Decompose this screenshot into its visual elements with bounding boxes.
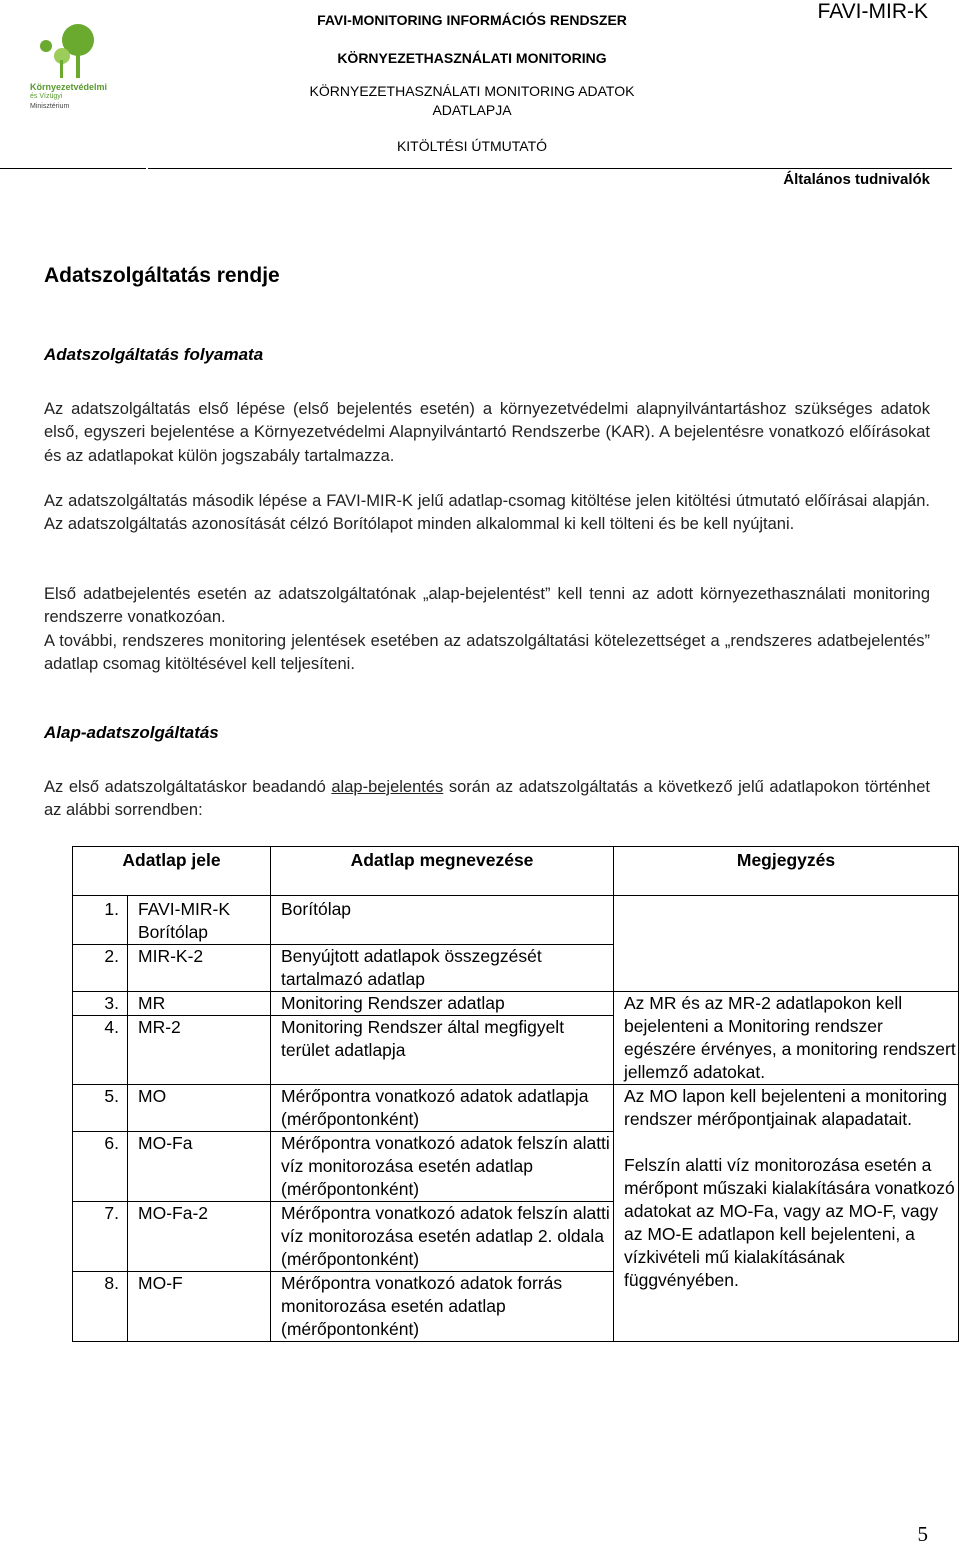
subsection-process-title: Adatszolgáltatás folyamata: [44, 345, 264, 364]
alap-bejelentes-link[interactable]: alap-bejelentés: [331, 778, 444, 796]
row-code: MR: [128, 992, 271, 1016]
row-name: Borítólap: [271, 896, 614, 945]
subsection-basic-title: Alap-adatszolgáltatás: [44, 723, 219, 742]
page-number: 5: [917, 1522, 928, 1546]
row-name: Monitoring Rendszer adatlap: [271, 992, 614, 1016]
paragraph-5-end: során az adatszolgáltatás a következő jelű adatlapokon történhet az alábbi sorrendben:: [44, 778, 930, 820]
header-note: Megjegyzés: [614, 847, 959, 896]
header-line-4: KITÖLTÉSI ÚTMUTATÓ: [396, 138, 548, 154]
row-code: MIR-K-2: [128, 945, 271, 992]
row-code: MR-2: [128, 1016, 271, 1085]
table-row: [73, 1085, 959, 1132]
row-name: Mérőpontra vonatkozó adatok forrás monitorozása esetén adatlap (mérőpontonként): [271, 1272, 614, 1342]
header-line-3a: KÖRNYEZETHASZNÁLATI MONITORING ADATOK: [309, 83, 635, 99]
header-form-code: Adatlap jele: [73, 847, 271, 896]
form-list-table: [72, 846, 959, 1342]
row-number: 2.: [73, 945, 128, 992]
header-line-1: FAVI-MONITORING INFORMÁCIÓS RENDSZER: [317, 12, 627, 28]
paragraph-5: [44, 776, 930, 823]
paragraph-3: Első adatbejelentés esetén az adatszolgáltatónak „alap-bejelentést” kell tenni az adott környezethasználati monitoring rendszerre vonatkozóan.: [44, 585, 930, 627]
row-number: 7.: [73, 1202, 128, 1272]
header-line-2: KÖRNYEZETHASZNÁLATI MONITORING: [337, 50, 607, 66]
logo-line-2: és Vízügyi: [30, 93, 63, 100]
logo-text: [30, 82, 130, 112]
row-name: Mérőpontra vonatkozó adatok felszín alatti víz monitorozása esetén adatlap 2. oldala (mérőpontonként): [271, 1202, 614, 1272]
general-info-label: Általános tudnivalók: [783, 171, 930, 188]
row-note-empty: [614, 896, 959, 992]
paragraph-2: Az adatszolgáltatás második lépése a FAVI-MIR-K jelű adatlap-csomag kitöltése jelen kitöltési útmutató előírásai alapján. Az adatszolgáltatás azonosítását célzó Borítólapot minden alkalommal ki kell tölteni és be kell nyújtani.: [44, 492, 930, 534]
row-name: Monitoring Rendszer által megfigyelt terület adatlapja: [271, 1016, 614, 1085]
note-mo: Az MO lapon kell bejelenteni a monitoring rendszer mérőpontjainak alapadatait.: [624, 1086, 947, 1129]
row-number: 4.: [73, 1016, 128, 1085]
header-rule-gap: [146, 166, 148, 170]
logo-line-1: Környezetvédelmi: [30, 82, 108, 92]
row-code: FAVI-MIR-K Borítólap: [128, 896, 271, 945]
paragraph-5-start: Az első adatszolgáltatáskor beadandó: [44, 778, 332, 796]
note-mo-cell: [614, 1085, 959, 1342]
logo-line-3: Minisztérium: [30, 103, 70, 110]
row-code: MO-Fa: [128, 1132, 271, 1202]
row-code: MO-F: [128, 1272, 271, 1342]
row-number: 1.: [73, 896, 128, 945]
row-number: 8.: [73, 1272, 128, 1342]
paragraph-1: Az adatszolgáltatás első lépése (első bejelentés esetén) a környezetvédelmi alapnyilvántartáshoz szükséges adatok első, egyszeri bejelentése a Környezetvédelmi Alapnyilvántartó Rendszerbe (KAR). A bejelentésre vonatkozó előírásokat és az adatlapokat külön jogszabály tartalmazza.: [44, 400, 930, 465]
paragraph-4: A további, rendszeres monitoring jelentések esetében az adatszolgáltatási kötelezettséget a „rendszeres adatbejelentés” adatlap csomag kitöltésével kell teljesíteni.: [44, 632, 930, 674]
row-number: 3.: [73, 992, 128, 1016]
row-code: MO-Fa-2: [128, 1202, 271, 1272]
note-mr: Az MR és az MR-2 adatlapokon kell bejelenteni a Monitoring rendszer egészére érvényes, a monitoring rendszert jellemző adatokat.: [614, 992, 959, 1085]
table-header-row: [73, 847, 959, 896]
table-row: [73, 896, 959, 945]
row-name: Benyújtott adatlapok összegzését tartalmazó adatlap: [271, 945, 614, 992]
row-name: Mérőpontra vonatkozó adatok felszín alatti víz monitorozása esetén adatlap (mérőpontonként): [271, 1132, 614, 1202]
row-code: MO: [128, 1085, 271, 1132]
note-mo-groundwater: Felszín alatti víz monitorozása esetén a mérőpont műszaki kialakítására vonatkozó adatokat az MO-Fa, vagy az MO-F, vagy az MO-E adatlapon kell bejelenteni, a vízkivételi mű kialakításának függvényében.: [624, 1155, 955, 1290]
header-line-3: [200, 82, 744, 120]
form-code-corner: FAVI-MIR-K: [817, 0, 928, 23]
row-name: Mérőpontra vonatkozó adatok adatlapja (mérőpontonként): [271, 1085, 614, 1132]
table-row: [73, 992, 959, 1016]
row-number: 6.: [73, 1132, 128, 1202]
header-line-3b: ADATLAPJA: [432, 102, 512, 118]
row-number: 5.: [73, 1085, 128, 1132]
header-rule: [0, 168, 952, 169]
section-title: Adatszolgáltatás rendje: [44, 264, 280, 287]
header-form-name: Adatlap megnevezése: [271, 847, 614, 896]
